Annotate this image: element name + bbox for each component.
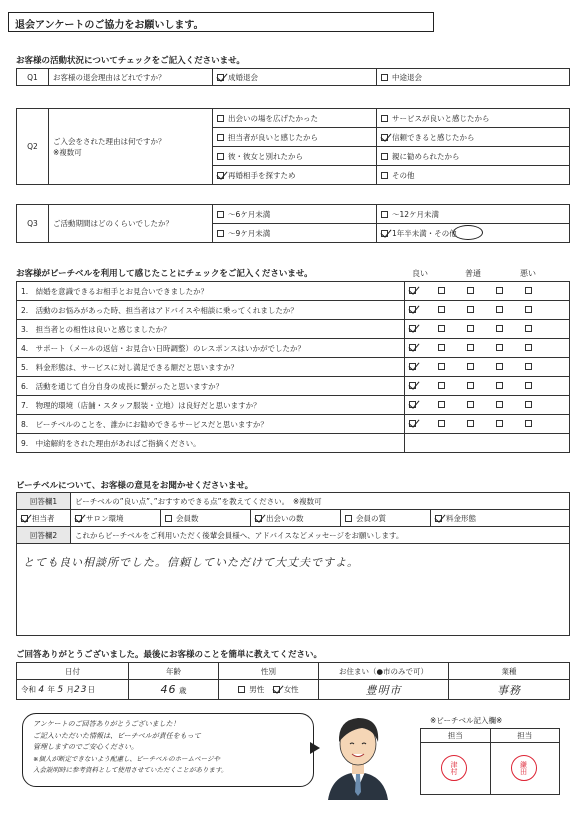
rating-checkbox-checked[interactable] <box>409 344 416 351</box>
checkbox[interactable] <box>381 153 388 160</box>
checkbox[interactable] <box>217 230 224 237</box>
rating-checkbox-checked[interactable] <box>409 325 416 332</box>
checkbox[interactable] <box>217 134 224 141</box>
q2-option-5[interactable]: 彼・彼女と別れたから <box>213 147 377 166</box>
answer2-field[interactable] <box>17 544 570 636</box>
rating-checkbox-checked[interactable] <box>409 401 416 408</box>
staff-seal-table <box>420 728 560 795</box>
header-residence: お住まい（●市のみで可） <box>319 663 449 680</box>
rating-checkbox[interactable] <box>438 420 445 427</box>
industry-field[interactable]: 事務 <box>449 680 570 700</box>
answer1-opt-1[interactable]: 担当者 <box>17 510 71 527</box>
staff-header-2: 担当 <box>490 729 560 743</box>
rating-checkbox[interactable] <box>525 287 532 294</box>
q2-option-1[interactable]: 出会いの場を広げたかった <box>213 109 377 128</box>
rating-scale <box>405 396 570 415</box>
checkbox[interactable] <box>381 115 388 122</box>
rating-checkbox[interactable] <box>467 420 474 427</box>
rating-checkbox-checked[interactable] <box>409 306 416 313</box>
q2-question: ご入会をされた理由は何ですか？ ※複数可 <box>49 109 213 185</box>
q1-number: Q1 <box>17 69 49 86</box>
rating-checkbox[interactable] <box>525 382 532 389</box>
checkbox-checked[interactable] <box>217 172 224 179</box>
q3-number: Q3 <box>17 205 49 243</box>
checkbox[interactable] <box>381 74 388 81</box>
rating-checkbox[interactable] <box>496 420 503 427</box>
rating-row <box>17 301 570 320</box>
checkbox-checked[interactable] <box>75 515 82 522</box>
rating-checkbox[interactable] <box>525 306 532 313</box>
checkbox-checked[interactable] <box>435 515 442 522</box>
checkbox[interactable] <box>345 515 352 522</box>
rating-question: 3. 担当者との相性は良いと感じましたか？ <box>17 320 405 339</box>
q2-option-8[interactable]: その他 <box>377 166 570 185</box>
rating-scale <box>405 282 570 301</box>
q2-option-7[interactable]: 再婚相手を探すため <box>213 166 377 185</box>
rating-scale <box>405 358 570 377</box>
rating-checkbox[interactable] <box>496 287 503 294</box>
rating-checkbox[interactable] <box>496 382 503 389</box>
rating-checkbox[interactable] <box>496 306 503 313</box>
age-field[interactable]: 46 歳 <box>129 680 219 700</box>
checkbox-checked[interactable] <box>255 515 262 522</box>
section1-heading: お客様の活動状況についてチェックをご記入くださいませ。 <box>16 56 245 66</box>
checkbox-female[interactable] <box>273 686 280 693</box>
rating-scale <box>405 301 570 320</box>
rating-checkbox[interactable] <box>438 325 445 332</box>
rating-question: 6. 活動を通じて自分自身の成長に繋がったと思いますか？ <box>17 377 405 396</box>
scale-good-label: 良い <box>412 269 428 278</box>
rating-row <box>17 415 570 434</box>
answer1-opt-4[interactable]: 出会いの数 <box>251 510 341 527</box>
rating-checkbox[interactable] <box>467 401 474 408</box>
q2-number: Q2 <box>17 109 49 185</box>
header-gender: 性別 <box>219 663 319 680</box>
staff-illustration-icon <box>318 708 398 800</box>
q2-option-6[interactable]: 親に勧められたから <box>377 147 570 166</box>
rating-checkbox[interactable] <box>496 325 503 332</box>
rating-row <box>17 282 570 301</box>
answer1-table <box>16 492 570 636</box>
q2-option-3[interactable]: 担当者が良いと感じたから <box>213 128 377 147</box>
rating-question: 9. 中途解約をされた理由があればご指摘ください。 <box>17 434 405 453</box>
section2-heading: お客様がビーチベルを利用して感じたことにチェックをご記入くださいませ。 <box>16 269 313 279</box>
header-age: 年齢 <box>129 663 219 680</box>
rating-checkbox[interactable] <box>438 363 445 370</box>
rating-checkbox[interactable] <box>467 363 474 370</box>
q3-option-1[interactable]: ～6ケ月未満 <box>213 205 377 224</box>
profile-table <box>16 662 570 700</box>
rating-checkbox[interactable] <box>525 420 532 427</box>
circle-mark-icon <box>453 225 483 240</box>
rating-checkbox[interactable] <box>525 401 532 408</box>
answer2-prompt: これからビーチベルをご利用いただく後輩会員様へ、アドバイスなどメッセージをお願いします。 <box>71 527 570 544</box>
rating-checkbox[interactable] <box>525 325 532 332</box>
q2-option-4[interactable]: 信頼できると感じたから <box>377 128 570 147</box>
scale-normal-label: 普通 <box>465 269 481 278</box>
staff-seal-cell-1 <box>421 743 491 795</box>
q3-option-2[interactable]: ～12ケ月未満 <box>377 205 570 224</box>
rating-scale <box>405 434 570 453</box>
rating-checkbox[interactable] <box>438 344 445 351</box>
q2-option-2[interactable]: サービスが良いと感じたから <box>377 109 570 128</box>
rating-checkbox[interactable] <box>467 382 474 389</box>
page-title-box <box>8 12 434 32</box>
checkbox-checked[interactable] <box>381 134 388 141</box>
rating-row <box>17 377 570 396</box>
rating-scale <box>405 339 570 358</box>
q3-option-3[interactable]: ～9ケ月未満 <box>213 224 377 243</box>
rating-checkbox-checked[interactable] <box>409 382 416 389</box>
rating-row <box>17 434 570 453</box>
q3-option-4[interactable]: 1年半未満・その他 <box>377 224 570 243</box>
answer1-opt-6[interactable]: 料金形態 <box>431 510 570 527</box>
rating-checkbox[interactable] <box>467 344 474 351</box>
checkbox-male[interactable] <box>238 686 245 693</box>
rating-question: 8. ビーチベルのことを、誰かにお勧めできるサービスだと思いますか？ <box>17 415 405 434</box>
rating-scale <box>405 415 570 434</box>
rating-scale <box>405 320 570 339</box>
checkbox-checked[interactable] <box>381 230 388 237</box>
q1-question: お客様の退会理由はどれですか？ <box>49 69 213 86</box>
rating-checkbox[interactable] <box>438 382 445 389</box>
gender-field[interactable]: 男性 女性 <box>219 680 319 700</box>
rating-checkbox[interactable] <box>467 306 474 313</box>
thanks-message-bubble: アンケートのご回答ありがとうございました！ ご記入いただいた情報は、ビーチベルが責任をもって 管理しますのでご安心ください。 ※個人が断定できないよう配慮し、ビーチベルのホームページや 入会説明時に参考資料として使用させていただくことがあります。 <box>22 713 314 787</box>
checkbox[interactable] <box>165 515 172 522</box>
q1-option-1[interactable]: 成婚退会 <box>213 69 377 86</box>
ratings-table <box>16 281 570 453</box>
rating-row <box>17 358 570 377</box>
q2-table <box>16 108 570 185</box>
staff-header-1: 担当 <box>421 729 491 743</box>
rating-scale <box>405 377 570 396</box>
staff-seal-cell-2 <box>490 743 560 795</box>
rating-checkbox[interactable] <box>438 401 445 408</box>
q1-table <box>16 68 570 86</box>
answer1-opt-5[interactable]: 会員の質 <box>341 510 431 527</box>
rating-checkbox[interactable] <box>496 401 503 408</box>
q3-table <box>16 204 570 243</box>
rating-checkbox-checked[interactable] <box>409 420 416 427</box>
checkbox[interactable] <box>381 172 388 179</box>
section3-heading: ビーチベルについて、お客様の意見をお聞かせくださいませ。 <box>16 481 254 491</box>
rating-question: 1. 結婚を意識できるお相手とお見合いできましたか？ <box>17 282 405 301</box>
q3-question: ご活動期間はどのくらいでしたか？ <box>49 205 213 243</box>
checkbox[interactable] <box>217 115 224 122</box>
section4-heading: ご回答ありがとうございました。最後にお客様のことを簡単に教えてください。 <box>16 650 323 660</box>
header-date: 日付 <box>17 663 129 680</box>
answer2-handwriting: とても良い相談所でした。信頼していただけて大丈夫ですよ。 <box>23 556 359 569</box>
checkbox[interactable] <box>217 211 224 218</box>
answer1-prompt: ビーチベルの”良い点”、”おすすめできる点”を教えてください。 ※複数可 <box>71 493 570 510</box>
checkbox-checked[interactable] <box>217 74 224 81</box>
rating-checkbox[interactable] <box>496 344 503 351</box>
answer1-label: 回答欄1 <box>17 493 71 510</box>
rating-checkbox[interactable] <box>467 325 474 332</box>
rating-question: 7. 物理的環境（店舗・スタッフ服装・立地）は良好だと思いますか？ <box>17 396 405 415</box>
q1-option-2[interactable]: 中途退会 <box>377 69 570 86</box>
page-title: 退会アンケートのご協力をお願いします。 <box>15 20 204 31</box>
answer2-label: 回答欄2 <box>17 527 71 544</box>
answer1-opt-2[interactable]: サロン環境 <box>71 510 161 527</box>
rating-checkbox[interactable] <box>525 344 532 351</box>
rating-checkbox[interactable] <box>438 306 445 313</box>
checkbox-checked[interactable] <box>21 515 28 522</box>
scale-bad-label: 悪い <box>520 269 536 278</box>
residence-field[interactable]: 豊明市 <box>319 680 449 700</box>
staff-area-title: ※ビーチベル記入欄※ <box>430 716 503 725</box>
rating-checkbox[interactable] <box>496 363 503 370</box>
answer1-opt-3[interactable]: 会員数 <box>161 510 251 527</box>
rating-checkbox[interactable] <box>525 363 532 370</box>
rating-checkbox[interactable] <box>438 287 445 294</box>
rating-row <box>17 320 570 339</box>
rating-question: 4. サポート（メールの返信・お見合い日時調整）のレスポンスはいかがでしたか？ <box>17 339 405 358</box>
date-field[interactable]: 令和 4 年 5 月23日 <box>17 680 129 700</box>
rating-checkbox-checked[interactable] <box>409 363 416 370</box>
rating-row <box>17 339 570 358</box>
rating-checkbox-checked[interactable] <box>409 287 416 294</box>
seal-stamp-icon: 津村 <box>441 755 467 781</box>
checkbox[interactable] <box>381 211 388 218</box>
rating-question: 2. 活動のお悩みがあった時、担当者はアドバイスや相談に乗ってくれましたか？ <box>17 301 405 320</box>
rating-checkbox[interactable] <box>467 287 474 294</box>
rating-question: 5. 料金形態は、サービスに対し満足できる額だと思いますか？ <box>17 358 405 377</box>
seal-stamp-icon: 鎌田 <box>511 755 537 781</box>
checkbox[interactable] <box>217 153 224 160</box>
header-industry: 業種 <box>449 663 570 680</box>
rating-row <box>17 396 570 415</box>
